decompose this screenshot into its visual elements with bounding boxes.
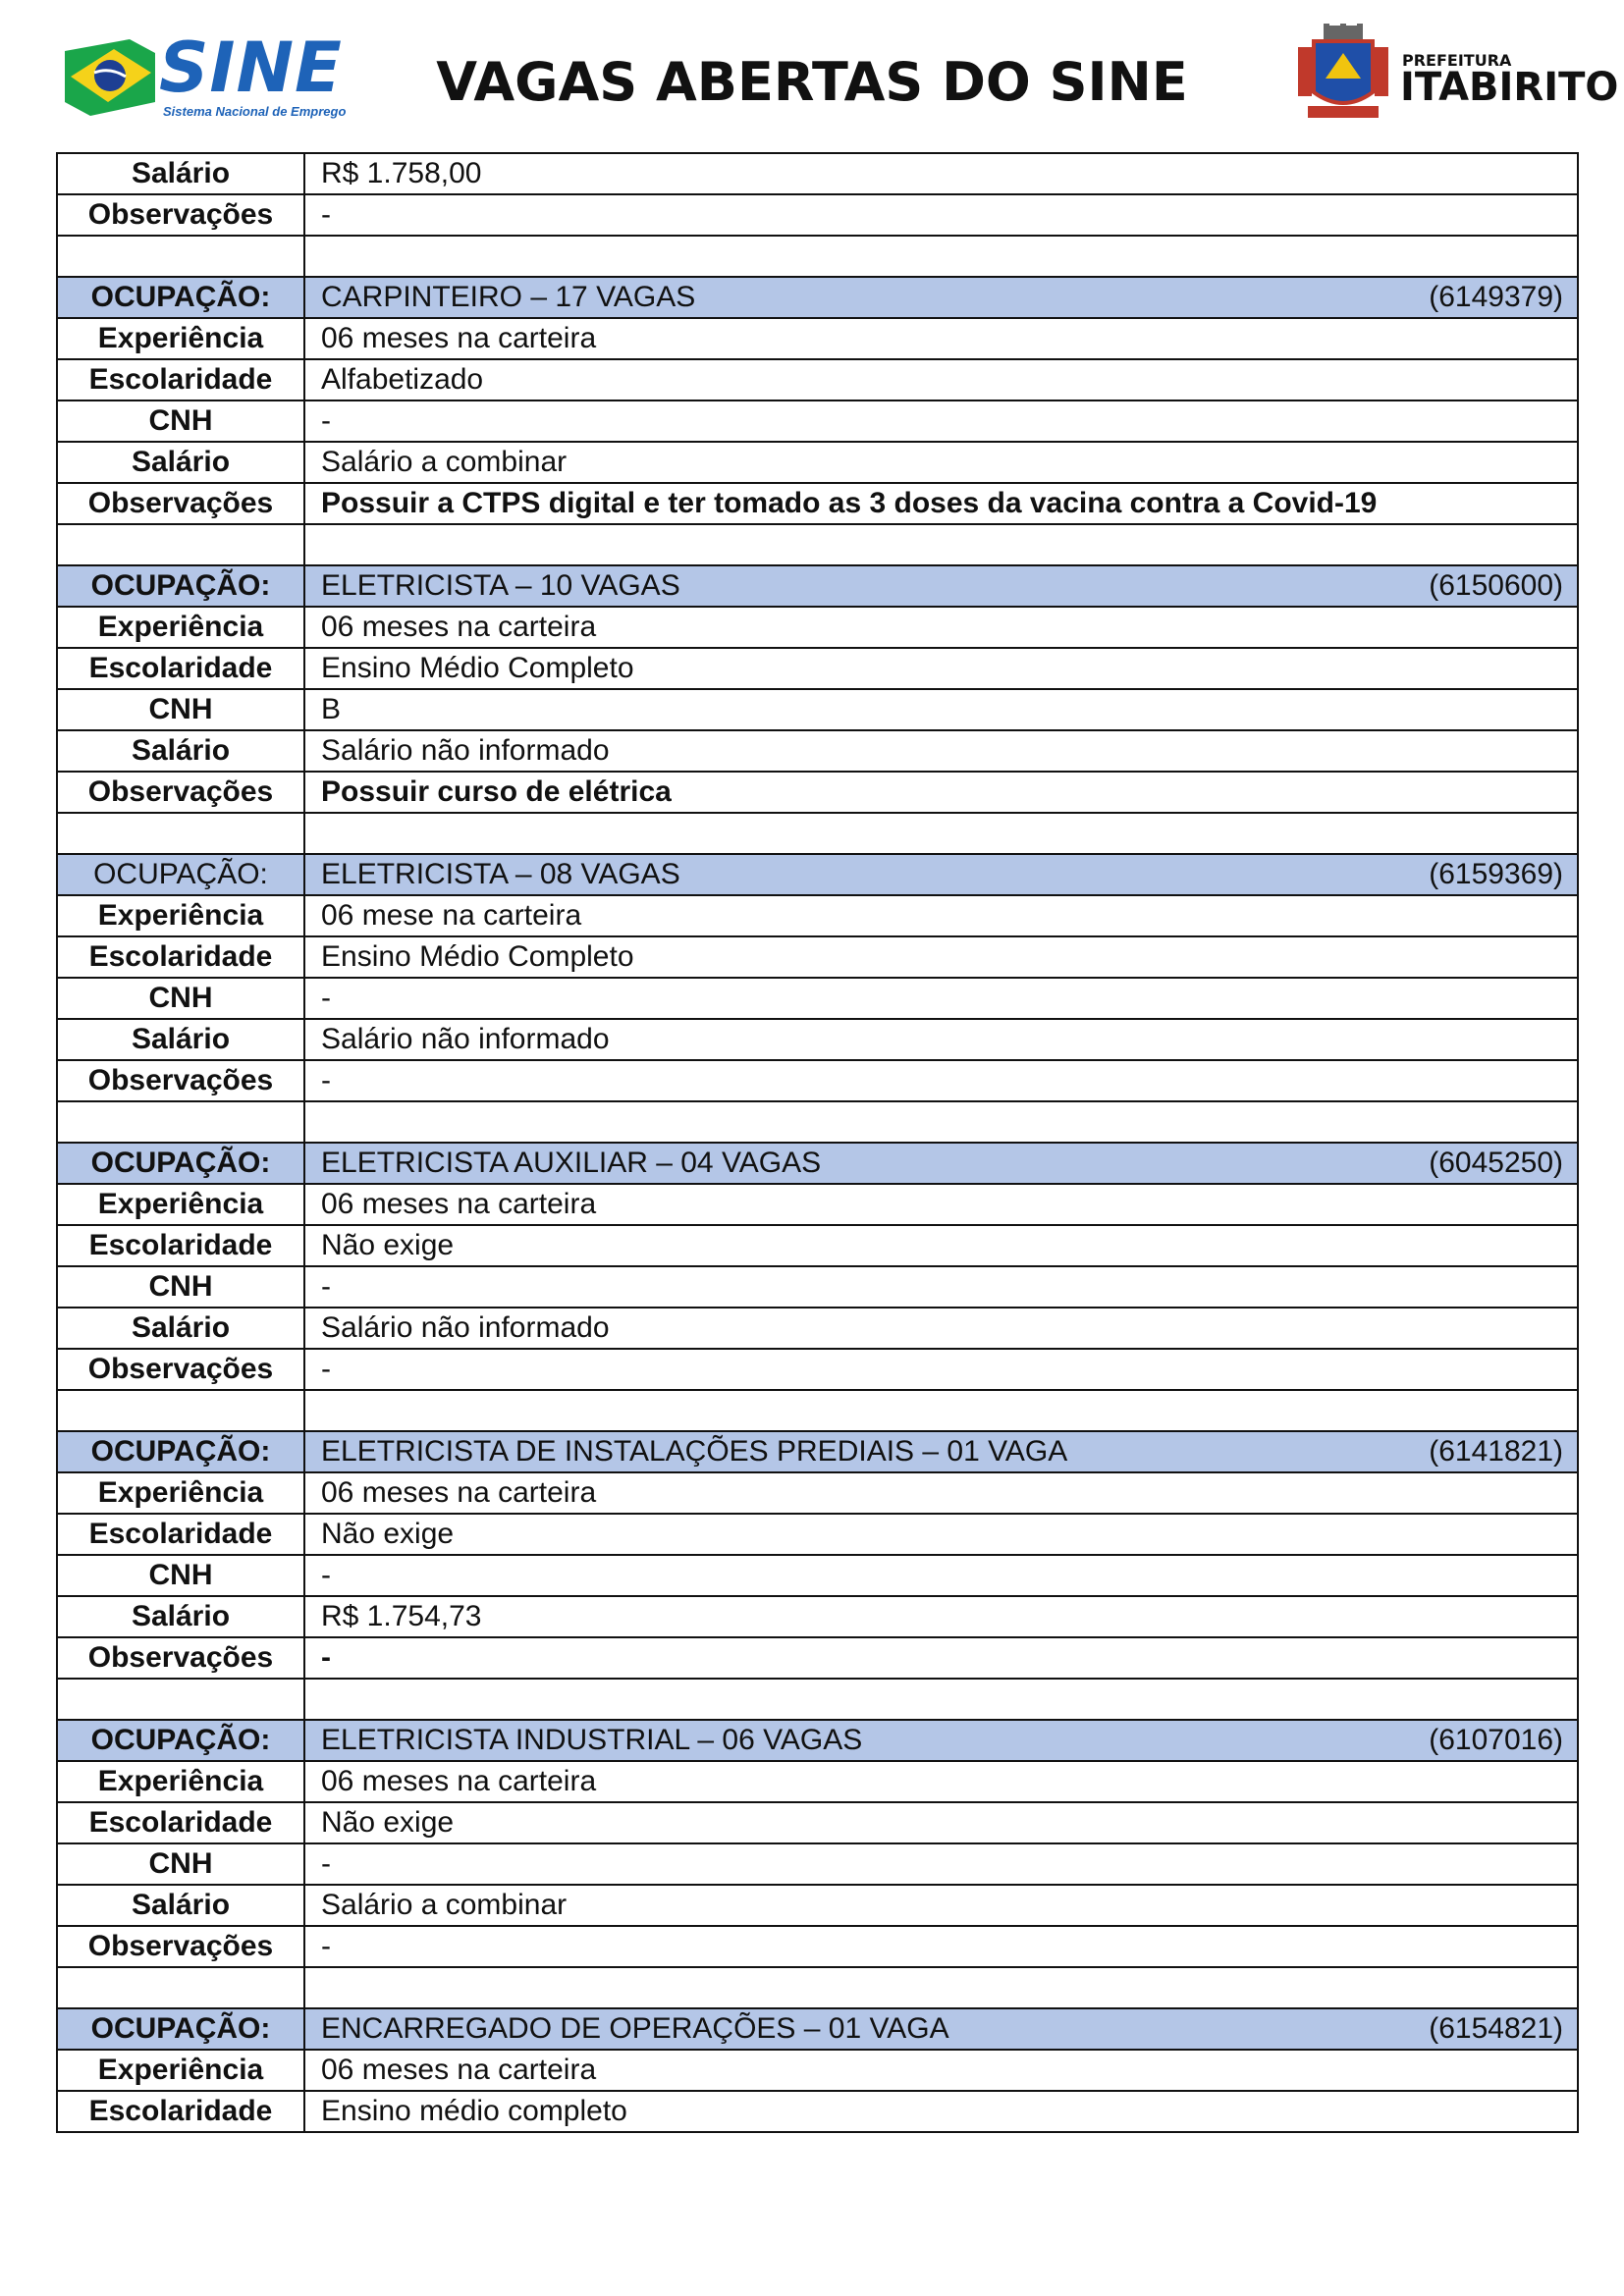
spacer-cell	[57, 524, 304, 565]
table-row	[57, 318, 1578, 359]
observacoes-value: -	[304, 1349, 1578, 1390]
experiencia-value: 06 meses na carteira	[304, 318, 1578, 359]
spacer-row	[57, 1967, 1578, 2008]
spacer-row	[57, 1390, 1578, 1431]
cnh-label: CNH	[57, 1266, 304, 1308]
experiencia-value: 06 meses na carteira	[304, 607, 1578, 648]
experiencia-label: Experiência	[57, 2050, 304, 2091]
salario-label: Salário	[57, 1019, 304, 1060]
cnh-label: CNH	[57, 400, 304, 442]
table-row	[57, 2091, 1578, 2132]
occupation-cell	[304, 854, 1578, 895]
escolaridade-label: Escolaridade	[57, 648, 304, 689]
experiencia-value: 06 meses na carteira	[304, 1472, 1578, 1514]
table-row	[57, 648, 1578, 689]
salario-label: Salário	[57, 1596, 304, 1637]
occupation-title: ELETRICISTA INDUSTRIAL – 06 VAGAS	[321, 1724, 863, 1756]
spacer-cell	[57, 1967, 304, 2008]
occupation-row	[57, 1431, 1578, 1472]
occupation-row	[57, 854, 1578, 895]
experiencia-label: Experiência	[57, 1761, 304, 1802]
cnh-value: -	[304, 1266, 1578, 1308]
observacoes-value: -	[304, 1926, 1578, 1967]
escolaridade-value: Não exige	[304, 1225, 1578, 1266]
occupation-cell	[304, 2008, 1578, 2050]
salario-value: Salário a combinar	[304, 1885, 1578, 1926]
ocupacao-label: OCUPAÇÃO:	[57, 1720, 304, 1761]
table-row	[57, 1637, 1578, 1679]
experiencia-value: 06 mese na carteira	[304, 895, 1578, 936]
cnh-label: CNH	[57, 1843, 304, 1885]
occupation-title: ELETRICISTA – 08 VAGAS	[321, 858, 680, 890]
observacoes-label: Observações	[57, 1637, 304, 1679]
prefeitura-logo	[1294, 24, 1619, 126]
occupation-code: (6107016)	[1429, 1724, 1563, 1756]
table-row	[57, 1802, 1578, 1843]
experiencia-value: 06 meses na carteira	[304, 2050, 1578, 2091]
table-row	[57, 1843, 1578, 1885]
escolaridade-label: Escolaridade	[57, 2091, 304, 2132]
occupation-code: (6141821)	[1429, 1435, 1563, 1468]
ocupacao-label: OCUPAÇÃO:	[57, 2008, 304, 2050]
spacer-row	[57, 1101, 1578, 1143]
experiencia-label: Experiência	[57, 318, 304, 359]
observacoes-value: Possuir curso de elétrica	[304, 772, 1578, 813]
occupation-code: (6149379)	[1429, 281, 1563, 313]
spacer-cell	[57, 236, 304, 277]
occupation-cell	[304, 277, 1578, 318]
table-row	[57, 1349, 1578, 1390]
observacoes-label: Observações	[57, 1349, 304, 1390]
salario-label: Salário	[57, 442, 304, 483]
ocupacao-label: OCUPAÇÃO:	[57, 1431, 304, 1472]
occupation-row	[57, 277, 1578, 318]
occupation-cell	[304, 1720, 1578, 1761]
spacer-cell	[57, 1679, 304, 1720]
cnh-value: -	[304, 1555, 1578, 1596]
escolaridade-value: Não exige	[304, 1802, 1578, 1843]
observacoes-label: Observações	[57, 1060, 304, 1101]
spacer-cell	[57, 1101, 304, 1143]
occupation-title: ELETRICISTA – 10 VAGAS	[321, 569, 680, 602]
spacer-row	[57, 524, 1578, 565]
spacer-cell	[304, 524, 1578, 565]
experiencia-value: 06 meses na carteira	[304, 1761, 1578, 1802]
table-row	[57, 895, 1578, 936]
table-row	[57, 442, 1578, 483]
occupation-row	[57, 2008, 1578, 2050]
observacoes-label: Observações	[57, 772, 304, 813]
escolaridade-value: Ensino Médio Completo	[304, 648, 1578, 689]
observacoes-label: Observações	[57, 483, 304, 524]
occupation-code: (6154821)	[1429, 2012, 1563, 2045]
sine-logo-text: SINE	[159, 27, 343, 108]
cnh-value: B	[304, 689, 1578, 730]
ocupacao-label: OCUPAÇÃO:	[57, 1143, 304, 1184]
occupation-code: (6150600)	[1429, 569, 1563, 602]
table-row	[57, 730, 1578, 772]
salario-label: Salário	[57, 1885, 304, 1926]
table-row	[57, 1596, 1578, 1637]
salario-value: R$ 1.758,00	[304, 153, 1578, 194]
escolaridade-label: Escolaridade	[57, 1514, 304, 1555]
table-row	[57, 1225, 1578, 1266]
experiencia-label: Experiência	[57, 1472, 304, 1514]
table-row	[57, 1184, 1578, 1225]
observacoes-label: Observações	[57, 1926, 304, 1967]
table-row	[57, 1926, 1578, 1967]
table-row	[57, 772, 1578, 813]
prefeitura-city: ITABIRITO	[1400, 65, 1619, 110]
table-row	[57, 978, 1578, 1019]
salario-value: Salário a combinar	[304, 442, 1578, 483]
table-row	[57, 1514, 1578, 1555]
cnh-value: -	[304, 1843, 1578, 1885]
cnh-label: CNH	[57, 978, 304, 1019]
spacer-cell	[304, 1390, 1578, 1431]
observacoes-value: Possuir a CTPS digital e ter tomado as 3 doses da vacina contra a Covid-19	[304, 483, 1578, 524]
table-row	[57, 359, 1578, 400]
occupation-title: CARPINTEIRO – 17 VAGAS	[321, 281, 696, 313]
table-row	[57, 2050, 1578, 2091]
escolaridade-label: Escolaridade	[57, 359, 304, 400]
escolaridade-label: Escolaridade	[57, 1802, 304, 1843]
table-row	[57, 194, 1578, 236]
page-header	[0, 0, 1624, 147]
salario-value: Salário não informado	[304, 1019, 1578, 1060]
prefeitura-label: PREFEITURA	[1402, 51, 1512, 70]
table-row	[57, 1761, 1578, 1802]
table-row	[57, 1060, 1578, 1101]
table-row	[57, 607, 1578, 648]
occupation-cell	[304, 1431, 1578, 1472]
table-row	[57, 1266, 1578, 1308]
experiencia-label: Experiência	[57, 895, 304, 936]
occupation-title: ELETRICISTA AUXILIAR – 04 VAGAS	[321, 1147, 822, 1179]
salario-value: Salário não informado	[304, 730, 1578, 772]
occupation-row	[57, 565, 1578, 607]
spacer-cell	[304, 1679, 1578, 1720]
cnh-label: CNH	[57, 1555, 304, 1596]
observacoes-value: -	[304, 1637, 1578, 1679]
job-table	[56, 152, 1579, 2133]
ocupacao-label: OCUPAÇÃO:	[57, 854, 304, 895]
escolaridade-value: Não exige	[304, 1514, 1578, 1555]
occupation-row	[57, 1143, 1578, 1184]
cnh-value: -	[304, 400, 1578, 442]
table-row	[57, 1885, 1578, 1926]
salario-label: Salário	[57, 1308, 304, 1349]
salario-value: Salário não informado	[304, 1308, 1578, 1349]
sine-logo-subtitle: Sistema Nacional de Emprego	[163, 104, 347, 119]
salario-value: R$ 1.754,73	[304, 1596, 1578, 1637]
spacer-row	[57, 1679, 1578, 1720]
occupation-code: (6045250)	[1429, 1147, 1563, 1179]
table-row	[57, 1019, 1578, 1060]
escolaridade-label: Escolaridade	[57, 1225, 304, 1266]
spacer-cell	[57, 1390, 304, 1431]
table-row	[57, 1472, 1578, 1514]
spacer-row	[57, 236, 1578, 277]
salario-label: Salário	[57, 153, 304, 194]
spacer-cell	[57, 813, 304, 854]
escolaridade-value: Alfabetizado	[304, 359, 1578, 400]
spacer-row	[57, 813, 1578, 854]
cnh-value: -	[304, 978, 1578, 1019]
occupation-code: (6159369)	[1429, 858, 1563, 890]
escolaridade-label: Escolaridade	[57, 936, 304, 978]
observacoes-value: -	[304, 194, 1578, 236]
table-row	[57, 400, 1578, 442]
experiencia-label: Experiência	[57, 1184, 304, 1225]
observacoes-value: -	[304, 1060, 1578, 1101]
coat-of-arms-icon	[1294, 24, 1392, 126]
spacer-cell	[304, 813, 1578, 854]
spacer-cell	[304, 236, 1578, 277]
table-row	[57, 1308, 1578, 1349]
escolaridade-value: Ensino Médio Completo	[304, 936, 1578, 978]
table-row	[57, 936, 1578, 978]
escolaridade-value: Ensino médio completo	[304, 2091, 1578, 2132]
observacoes-label: Observações	[57, 194, 304, 236]
occupation-title: ELETRICISTA DE INSTALAÇÕES PREDIAIS – 01 VAGA	[321, 1435, 1068, 1468]
cnh-label: CNH	[57, 689, 304, 730]
ocupacao-label: OCUPAÇÃO:	[57, 565, 304, 607]
salario-label: Salário	[57, 730, 304, 772]
table-row	[57, 483, 1578, 524]
spacer-cell	[304, 1967, 1578, 2008]
occupation-cell	[304, 1143, 1578, 1184]
occupation-cell	[304, 565, 1578, 607]
page-title: VAGAS ABERTAS DO SINE	[436, 51, 1188, 113]
spacer-cell	[304, 1101, 1578, 1143]
occupation-title: ENCARREGADO DE OPERAÇÕES – 01 VAGA	[321, 2012, 949, 2045]
experiencia-label: Experiência	[57, 607, 304, 648]
occupation-row	[57, 1720, 1578, 1761]
table-row	[57, 1555, 1578, 1596]
table-row	[57, 689, 1578, 730]
table-row	[57, 153, 1578, 194]
ocupacao-label: OCUPAÇÃO:	[57, 277, 304, 318]
experiencia-value: 06 meses na carteira	[304, 1184, 1578, 1225]
